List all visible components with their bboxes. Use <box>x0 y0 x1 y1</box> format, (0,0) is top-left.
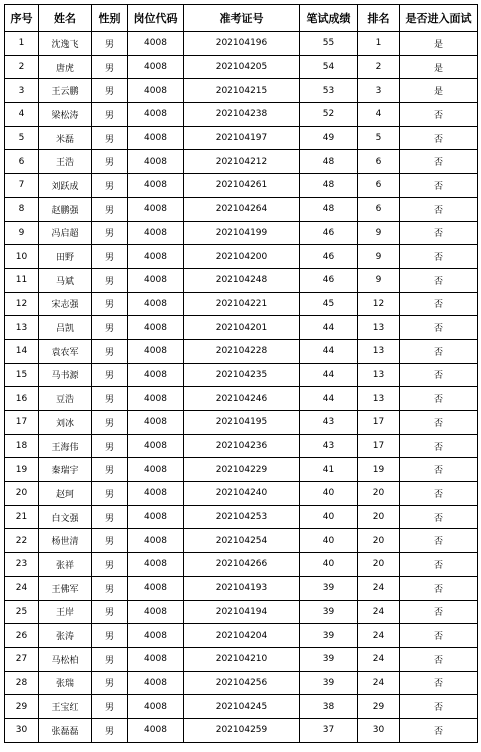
cell-index: 15 <box>5 363 39 387</box>
cell-gender: 男 <box>92 458 128 482</box>
cell-written-score: 46 <box>300 245 358 269</box>
cell-exam-id: 202104193 <box>184 576 300 600</box>
cell-gender: 男 <box>92 576 128 600</box>
header-written-score: 笔试成绩 <box>300 5 358 32</box>
cell-rank: 24 <box>358 647 400 671</box>
cell-name: 刘冰 <box>39 411 92 435</box>
cell-interview: 否 <box>400 718 478 742</box>
cell-interview: 否 <box>400 221 478 245</box>
cell-written-score: 39 <box>300 671 358 695</box>
cell-index: 22 <box>5 529 39 553</box>
cell-gender: 男 <box>92 221 128 245</box>
table-row <box>5 671 478 695</box>
cell-rank: 6 <box>358 174 400 198</box>
cell-index: 27 <box>5 647 39 671</box>
cell-written-score: 53 <box>300 79 358 103</box>
cell-exam-id: 202104204 <box>184 624 300 648</box>
cell-index: 1 <box>5 32 39 56</box>
cell-index: 19 <box>5 458 39 482</box>
table-row <box>5 695 478 719</box>
cell-exam-id: 202104201 <box>184 316 300 340</box>
table-row <box>5 434 478 458</box>
cell-interview: 否 <box>400 505 478 529</box>
cell-gender: 男 <box>92 150 128 174</box>
cell-interview: 否 <box>400 553 478 577</box>
cell-exam-id: 202104245 <box>184 695 300 719</box>
cell-written-score: 37 <box>300 718 358 742</box>
table-row <box>5 458 478 482</box>
cell-name: 杨世清 <box>39 529 92 553</box>
cell-gender: 男 <box>92 245 128 269</box>
cell-exam-id: 202104248 <box>184 268 300 292</box>
cell-written-score: 44 <box>300 339 358 363</box>
cell-name: 张祥 <box>39 553 92 577</box>
cell-position-code: 4008 <box>128 363 184 387</box>
cell-gender: 男 <box>92 103 128 127</box>
cell-rank: 9 <box>358 245 400 269</box>
table-row <box>5 174 478 198</box>
cell-interview: 否 <box>400 339 478 363</box>
results-table <box>4 4 478 743</box>
cell-interview: 否 <box>400 292 478 316</box>
cell-interview: 否 <box>400 103 478 127</box>
cell-gender: 男 <box>92 55 128 79</box>
cell-name: 宋志强 <box>39 292 92 316</box>
cell-exam-id: 202104228 <box>184 339 300 363</box>
cell-name: 马斌 <box>39 268 92 292</box>
cell-position-code: 4008 <box>128 150 184 174</box>
cell-exam-id: 202104235 <box>184 363 300 387</box>
cell-gender: 男 <box>92 482 128 506</box>
header-position-code: 岗位代码 <box>128 5 184 32</box>
cell-written-score: 48 <box>300 150 358 174</box>
table-header-row <box>5 5 478 32</box>
cell-position-code: 4008 <box>128 695 184 719</box>
cell-written-score: 46 <box>300 268 358 292</box>
cell-index: 28 <box>5 671 39 695</box>
cell-position-code: 4008 <box>128 482 184 506</box>
cell-exam-id: 202104200 <box>184 245 300 269</box>
cell-index: 7 <box>5 174 39 198</box>
cell-gender: 男 <box>92 339 128 363</box>
cell-interview: 是 <box>400 32 478 56</box>
header-name: 姓名 <box>39 5 92 32</box>
cell-name: 豆浩 <box>39 387 92 411</box>
cell-written-score: 48 <box>300 197 358 221</box>
cell-interview: 否 <box>400 434 478 458</box>
cell-gender: 男 <box>92 268 128 292</box>
cell-written-score: 45 <box>300 292 358 316</box>
cell-rank: 1 <box>358 32 400 56</box>
table-row <box>5 126 478 150</box>
header-exam-id: 准考证号 <box>184 5 300 32</box>
cell-rank: 24 <box>358 624 400 648</box>
table-row <box>5 387 478 411</box>
cell-exam-id: 202104195 <box>184 411 300 435</box>
cell-interview: 否 <box>400 482 478 506</box>
cell-name: 王海伟 <box>39 434 92 458</box>
cell-written-score: 39 <box>300 600 358 624</box>
cell-interview: 否 <box>400 150 478 174</box>
cell-gender: 男 <box>92 434 128 458</box>
cell-exam-id: 202104197 <box>184 126 300 150</box>
cell-exam-id: 202104199 <box>184 221 300 245</box>
results-table-container <box>4 4 478 743</box>
cell-interview: 否 <box>400 268 478 292</box>
table-row <box>5 103 478 127</box>
cell-exam-id: 202104196 <box>184 32 300 56</box>
table-row <box>5 576 478 600</box>
cell-rank: 24 <box>358 576 400 600</box>
header-rank: 排名 <box>358 5 400 32</box>
table-row <box>5 482 478 506</box>
header-index: 序号 <box>5 5 39 32</box>
cell-interview: 否 <box>400 411 478 435</box>
cell-written-score: 52 <box>300 103 358 127</box>
cell-gender: 男 <box>92 363 128 387</box>
cell-name: 马松柏 <box>39 647 92 671</box>
cell-interview: 否 <box>400 458 478 482</box>
cell-name: 张瑞 <box>39 671 92 695</box>
cell-exam-id: 202104254 <box>184 529 300 553</box>
cell-name: 张涛 <box>39 624 92 648</box>
cell-position-code: 4008 <box>128 434 184 458</box>
table-row <box>5 79 478 103</box>
cell-written-score: 39 <box>300 647 358 671</box>
cell-gender: 男 <box>92 718 128 742</box>
cell-rank: 19 <box>358 458 400 482</box>
cell-rank: 24 <box>358 671 400 695</box>
cell-exam-id: 202104238 <box>184 103 300 127</box>
header-interview: 是否进入面试 <box>400 5 478 32</box>
cell-gender: 男 <box>92 529 128 553</box>
header-gender: 性别 <box>92 5 128 32</box>
cell-gender: 男 <box>92 316 128 340</box>
cell-gender: 男 <box>92 411 128 435</box>
cell-exam-id: 202104205 <box>184 55 300 79</box>
cell-written-score: 48 <box>300 174 358 198</box>
cell-rank: 9 <box>358 268 400 292</box>
cell-rank: 5 <box>358 126 400 150</box>
table-row <box>5 150 478 174</box>
cell-written-score: 49 <box>300 126 358 150</box>
cell-gender: 男 <box>92 292 128 316</box>
table-row <box>5 221 478 245</box>
table-row <box>5 55 478 79</box>
cell-position-code: 4008 <box>128 174 184 198</box>
table-row <box>5 339 478 363</box>
cell-interview: 否 <box>400 363 478 387</box>
cell-rank: 3 <box>358 79 400 103</box>
cell-gender: 男 <box>92 197 128 221</box>
cell-index: 23 <box>5 553 39 577</box>
cell-position-code: 4008 <box>128 576 184 600</box>
cell-position-code: 4008 <box>128 79 184 103</box>
cell-rank: 13 <box>358 316 400 340</box>
cell-name: 刘跃成 <box>39 174 92 198</box>
cell-name: 赵鹏强 <box>39 197 92 221</box>
cell-rank: 20 <box>358 553 400 577</box>
cell-position-code: 4008 <box>128 339 184 363</box>
cell-name: 田野 <box>39 245 92 269</box>
cell-position-code: 4008 <box>128 600 184 624</box>
table-row <box>5 553 478 577</box>
cell-name: 王岸 <box>39 600 92 624</box>
cell-rank: 29 <box>358 695 400 719</box>
cell-position-code: 4008 <box>128 387 184 411</box>
cell-index: 8 <box>5 197 39 221</box>
cell-gender: 男 <box>92 647 128 671</box>
cell-exam-id: 202104215 <box>184 79 300 103</box>
cell-written-score: 41 <box>300 458 358 482</box>
cell-interview: 是 <box>400 79 478 103</box>
cell-gender: 男 <box>92 671 128 695</box>
cell-gender: 男 <box>92 553 128 577</box>
cell-index: 12 <box>5 292 39 316</box>
cell-written-score: 39 <box>300 624 358 648</box>
cell-index: 4 <box>5 103 39 127</box>
cell-index: 20 <box>5 482 39 506</box>
cell-rank: 17 <box>358 434 400 458</box>
table-row <box>5 363 478 387</box>
cell-index: 14 <box>5 339 39 363</box>
cell-name: 冯启超 <box>39 221 92 245</box>
cell-name: 袁农军 <box>39 339 92 363</box>
cell-written-score: 43 <box>300 411 358 435</box>
cell-index: 3 <box>5 79 39 103</box>
cell-exam-id: 202104229 <box>184 458 300 482</box>
cell-index: 9 <box>5 221 39 245</box>
table-body <box>5 32 478 743</box>
cell-written-score: 54 <box>300 55 358 79</box>
cell-written-score: 44 <box>300 363 358 387</box>
cell-written-score: 39 <box>300 576 358 600</box>
cell-rank: 2 <box>358 55 400 79</box>
cell-gender: 男 <box>92 695 128 719</box>
cell-interview: 否 <box>400 695 478 719</box>
cell-gender: 男 <box>92 505 128 529</box>
cell-name: 梁松涛 <box>39 103 92 127</box>
cell-exam-id: 202104259 <box>184 718 300 742</box>
cell-gender: 男 <box>92 600 128 624</box>
cell-name: 王宝红 <box>39 695 92 719</box>
cell-position-code: 4008 <box>128 718 184 742</box>
cell-rank: 17 <box>358 411 400 435</box>
cell-index: 29 <box>5 695 39 719</box>
table-row <box>5 197 478 221</box>
cell-position-code: 4008 <box>128 624 184 648</box>
cell-written-score: 44 <box>300 316 358 340</box>
cell-index: 21 <box>5 505 39 529</box>
cell-position-code: 4008 <box>128 292 184 316</box>
cell-interview: 否 <box>400 671 478 695</box>
cell-rank: 13 <box>358 339 400 363</box>
cell-interview: 否 <box>400 624 478 648</box>
cell-position-code: 4008 <box>128 411 184 435</box>
cell-name: 王云鹏 <box>39 79 92 103</box>
cell-position-code: 4008 <box>128 647 184 671</box>
table-row <box>5 600 478 624</box>
cell-gender: 男 <box>92 624 128 648</box>
cell-gender: 男 <box>92 32 128 56</box>
cell-rank: 24 <box>358 600 400 624</box>
cell-exam-id: 202104253 <box>184 505 300 529</box>
cell-position-code: 4008 <box>128 245 184 269</box>
cell-interview: 否 <box>400 576 478 600</box>
table-row <box>5 268 478 292</box>
cell-rank: 12 <box>358 292 400 316</box>
cell-exam-id: 202104236 <box>184 434 300 458</box>
cell-position-code: 4008 <box>128 316 184 340</box>
cell-written-score: 43 <box>300 434 358 458</box>
table-row <box>5 411 478 435</box>
table-row <box>5 505 478 529</box>
cell-exam-id: 202104256 <box>184 671 300 695</box>
cell-name: 米磊 <box>39 126 92 150</box>
cell-position-code: 4008 <box>128 505 184 529</box>
cell-written-score: 38 <box>300 695 358 719</box>
cell-rank: 13 <box>358 387 400 411</box>
cell-position-code: 4008 <box>128 458 184 482</box>
cell-name: 赵珂 <box>39 482 92 506</box>
cell-interview: 否 <box>400 529 478 553</box>
cell-name: 白文强 <box>39 505 92 529</box>
cell-index: 17 <box>5 411 39 435</box>
cell-exam-id: 202104264 <box>184 197 300 221</box>
cell-rank: 6 <box>358 150 400 174</box>
cell-index: 6 <box>5 150 39 174</box>
cell-exam-id: 202104246 <box>184 387 300 411</box>
cell-exam-id: 202104210 <box>184 647 300 671</box>
cell-index: 10 <box>5 245 39 269</box>
cell-position-code: 4008 <box>128 529 184 553</box>
cell-index: 2 <box>5 55 39 79</box>
table-row <box>5 32 478 56</box>
cell-name: 王佛军 <box>39 576 92 600</box>
cell-written-score: 40 <box>300 529 358 553</box>
cell-position-code: 4008 <box>128 32 184 56</box>
cell-gender: 男 <box>92 387 128 411</box>
cell-index: 25 <box>5 600 39 624</box>
cell-exam-id: 202104212 <box>184 150 300 174</box>
cell-position-code: 4008 <box>128 221 184 245</box>
cell-index: 30 <box>5 718 39 742</box>
cell-index: 26 <box>5 624 39 648</box>
cell-position-code: 4008 <box>128 197 184 221</box>
cell-exam-id: 202104194 <box>184 600 300 624</box>
table-row <box>5 624 478 648</box>
cell-rank: 30 <box>358 718 400 742</box>
cell-interview: 否 <box>400 387 478 411</box>
cell-name: 秦瑞宇 <box>39 458 92 482</box>
cell-name: 马书源 <box>39 363 92 387</box>
cell-interview: 否 <box>400 647 478 671</box>
cell-gender: 男 <box>92 174 128 198</box>
cell-written-score: 40 <box>300 553 358 577</box>
cell-written-score: 40 <box>300 505 358 529</box>
cell-name: 张磊磊 <box>39 718 92 742</box>
cell-gender: 男 <box>92 126 128 150</box>
cell-index: 24 <box>5 576 39 600</box>
cell-position-code: 4008 <box>128 671 184 695</box>
cell-rank: 6 <box>358 197 400 221</box>
cell-written-score: 55 <box>300 32 358 56</box>
cell-written-score: 44 <box>300 387 358 411</box>
table-row <box>5 316 478 340</box>
cell-position-code: 4008 <box>128 55 184 79</box>
table-row <box>5 292 478 316</box>
cell-interview: 否 <box>400 197 478 221</box>
cell-interview: 是 <box>400 55 478 79</box>
cell-interview: 否 <box>400 316 478 340</box>
cell-position-code: 4008 <box>128 126 184 150</box>
cell-index: 18 <box>5 434 39 458</box>
cell-interview: 否 <box>400 126 478 150</box>
cell-rank: 20 <box>358 482 400 506</box>
cell-interview: 否 <box>400 600 478 624</box>
cell-name: 吕凯 <box>39 316 92 340</box>
table-row <box>5 718 478 742</box>
cell-index: 11 <box>5 268 39 292</box>
cell-exam-id: 202104240 <box>184 482 300 506</box>
cell-interview: 否 <box>400 174 478 198</box>
cell-rank: 20 <box>358 505 400 529</box>
table-row <box>5 245 478 269</box>
cell-name: 王浩 <box>39 150 92 174</box>
cell-name: 沈逸飞 <box>39 32 92 56</box>
cell-exam-id: 202104261 <box>184 174 300 198</box>
cell-index: 16 <box>5 387 39 411</box>
table-row <box>5 647 478 671</box>
cell-gender: 男 <box>92 79 128 103</box>
cell-rank: 9 <box>358 221 400 245</box>
cell-rank: 20 <box>358 529 400 553</box>
cell-interview: 否 <box>400 245 478 269</box>
cell-rank: 13 <box>358 363 400 387</box>
cell-name: 唐虎 <box>39 55 92 79</box>
cell-position-code: 4008 <box>128 268 184 292</box>
table-row <box>5 529 478 553</box>
cell-exam-id: 202104266 <box>184 553 300 577</box>
cell-exam-id: 202104221 <box>184 292 300 316</box>
cell-index: 5 <box>5 126 39 150</box>
cell-index: 13 <box>5 316 39 340</box>
cell-rank: 4 <box>358 103 400 127</box>
cell-position-code: 4008 <box>128 553 184 577</box>
cell-written-score: 46 <box>300 221 358 245</box>
cell-position-code: 4008 <box>128 103 184 127</box>
cell-written-score: 40 <box>300 482 358 506</box>
